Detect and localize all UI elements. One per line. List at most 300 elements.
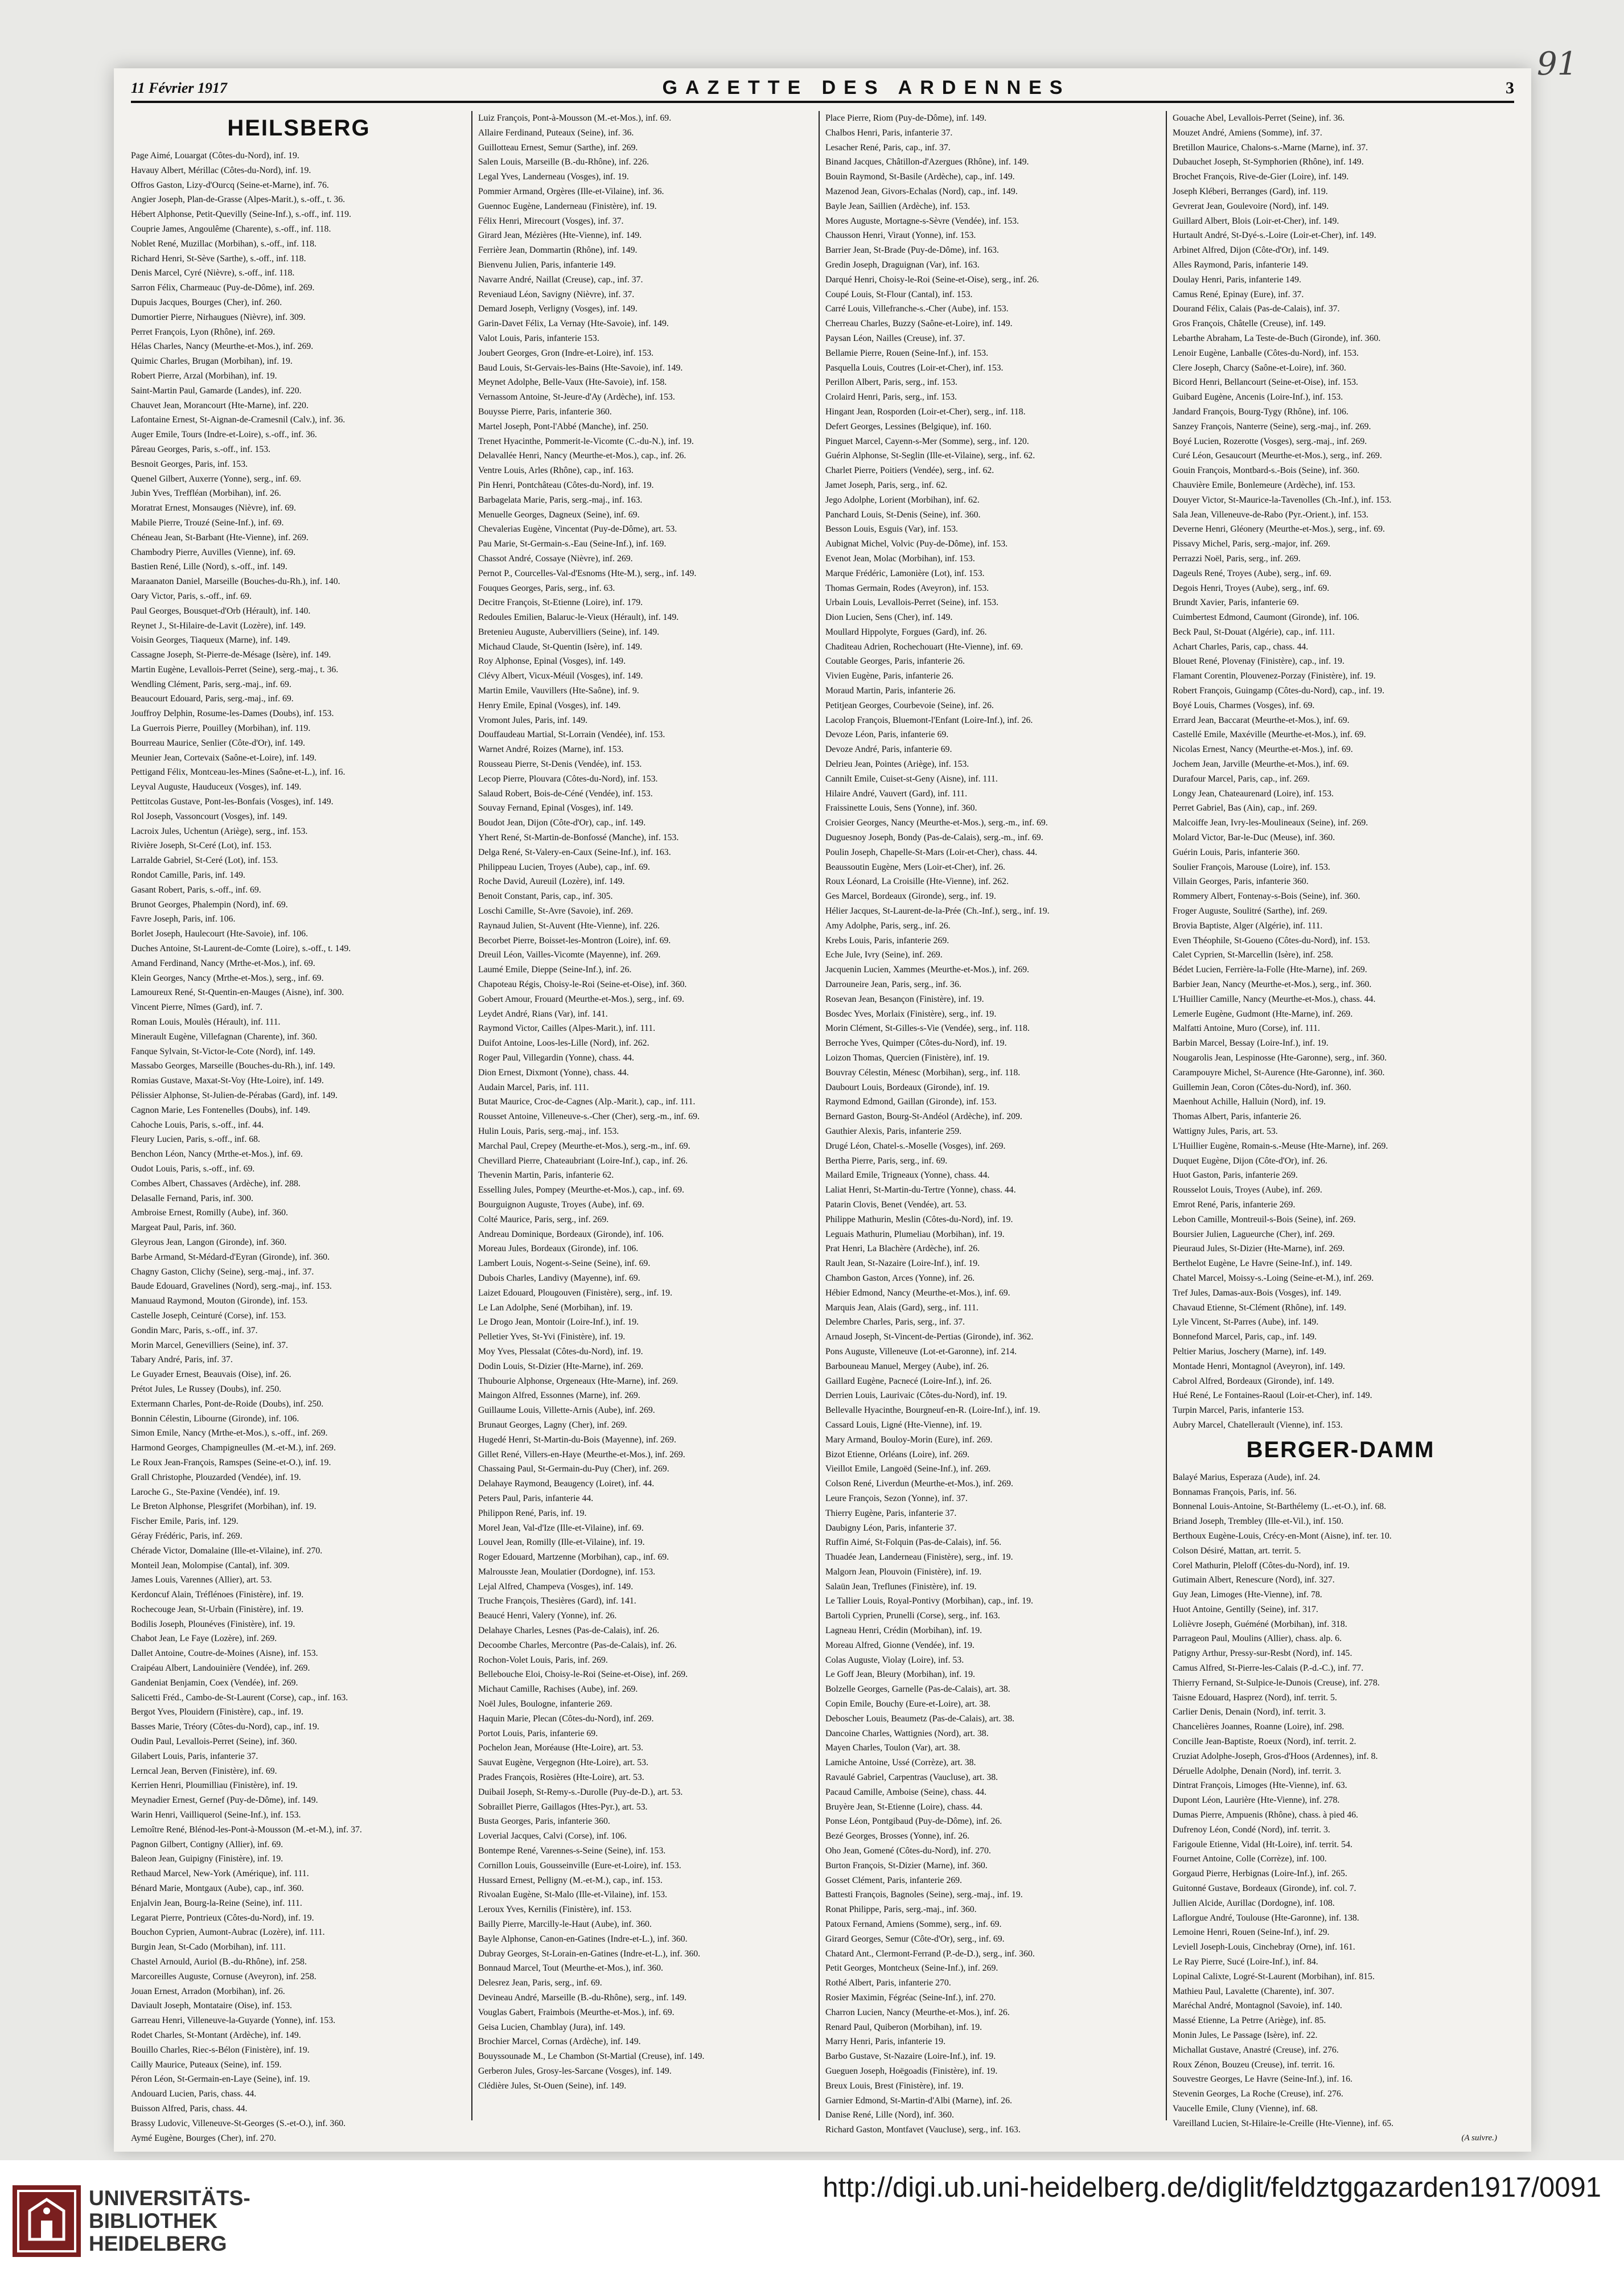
list-item: Bienvenu Julien, Paris, infanterie 149.: [478, 260, 616, 270]
list-item: Thierry Fernand, St-Sulpice-le-Dunois (Creuse), inf. 278.: [1173, 1678, 1380, 1688]
list-item: Ferrière Jean, Dommartin (Rhône), inf. 149.: [478, 245, 638, 256]
list-item: Douyer Victor, St-Maurice-la-Tavenolles (Ch.-Inf.), inf. 153.: [1173, 495, 1392, 505]
list-item: Pons Auguste, Villeneuve (Lot-et-Garonne), inf. 214.: [825, 1346, 1017, 1356]
list-item: Mabile Pierre, Trouzé (Seine-Inf.), inf. 69.: [131, 517, 284, 528]
list-item: Michaud Claude, St-Quentin (Isère), inf. 149.: [478, 642, 643, 652]
list-item: Marry Henri, Paris, infanterie 19.: [825, 2037, 945, 2047]
library-name: UNIVERSITÄTS- BIBLIOTHEK HEIDELBERG: [89, 2186, 250, 2255]
list-item: Borlet Joseph, Haulecourt (Hte-Savoie), inf. 106.: [131, 929, 309, 939]
list-item: Grall Christophe, Plouzarded (Vendée), inf. 19.: [131, 1472, 301, 1482]
list-item: Chevillard Pierre, Chateaubriant (Loire-Inf.), cap., inf. 26.: [478, 1156, 688, 1166]
list-item: Maenhout Achille, Halluin (Nord), inf. 19.: [1173, 1097, 1326, 1107]
list-item: Rochon-Volet Louis, Paris, inf. 269.: [478, 1655, 608, 1665]
list-item: Ventre Louis, Arles (Rhône), cap., inf. 163.: [478, 466, 634, 476]
list-item: Klein Georges, Nancy (Mrthe-et-Mos.), serg., inf. 69.: [131, 973, 324, 983]
list-item: Vouglas Gabert, Fraimbois (Meurthe-et-Mos.), inf. 69.: [478, 2007, 675, 2017]
list-item: Burgin Jean, St-Cado (Morbihan), inf. 111.: [131, 1942, 286, 1952]
list-item: Hébier Edmond, Nancy (Meurthe-et-Mos.), inf. 69.: [825, 1288, 1010, 1298]
list-item: Girard Jean, Mézières (Hte-Vienne), inf. 149.: [478, 231, 642, 241]
list-item: Barbe Armand, St-Médard-d'Eyran (Gironde), inf. 360.: [131, 1252, 330, 1262]
list-item: Dupont Léon, Laurière (Hte-Vienne), inf. 278.: [1173, 1795, 1340, 1806]
list-item: Rousselot Louis, Troyes (Aube), inf. 269.: [1173, 1185, 1322, 1195]
list-item: Briand Joseph, Trembley (Ille-et-Vil.), inf. 150.: [1173, 1516, 1344, 1527]
list-item: Clédière Jules, St-Ouen (Seine), inf. 149.: [478, 2081, 627, 2091]
list-item: Larralde Gabriel, St-Ceré (Lot), inf. 153.: [131, 856, 278, 866]
list-item: Leviell Joseph-Louis, Cinchebray (Orne), inf. 161.: [1173, 1942, 1355, 1952]
list-item: Derrien Louis, Laurivaic (Côtes-du-Nord), inf. 19.: [825, 1391, 1007, 1401]
list-item: Copin Emile, Bouchy (Eure-et-Loire), art. 38.: [825, 1699, 990, 1709]
list-item: Longy Jean, Chateaurenard (Loire), inf. 153.: [1173, 788, 1334, 799]
list-item: Coupé Louis, St-Flour (Cantal), inf. 153.: [825, 289, 973, 299]
list-item: Reynet J., St-Hilaire-de-Lavit (Lozère), inf. 149.: [131, 620, 306, 631]
list-item: Geisa Lucien, Chamblay (Jura), inf. 149.: [478, 2022, 626, 2032]
list-item: Le Roux Jean-François, Ramspes (Seine-et-O.), inf. 19.: [131, 1457, 331, 1467]
list-item: Gillet René, Villers-en-Haye (Meurthe-et-Mos.), inf. 269.: [478, 1449, 685, 1459]
list-item: Pernot P., Courcelles-Val-d'Esnoms (Hte-M.), serg., inf. 149.: [478, 568, 697, 578]
newspaper-header: [131, 75, 1514, 103]
list-item: Daubigny Léon, Paris, infanterie 37.: [825, 1523, 957, 1533]
list-item: Lemoine Henri, Rouen (Seine-Inf.), inf. 29.: [1173, 1927, 1330, 1938]
list-item: Moreau Alfred, Gionne (Vendée), inf. 19.: [825, 1640, 975, 1650]
list-item: Gilabert Louis, Paris, infanterie 37.: [131, 1751, 258, 1761]
list-item: Noël Jules, Boulogne, infanterie 269.: [478, 1699, 612, 1709]
list-item: Angier Joseph, Plan-de-Grasse (Alpes-Marit.), s.-off., t. 36.: [131, 195, 346, 205]
list-item: Manuaud Raymond, Mouton (Gironde), inf. 153.: [131, 1296, 308, 1306]
list-item: Butat Maurice, Croc-de-Cagnes (Alp.-Marit.), cap., inf. 111.: [478, 1097, 696, 1107]
list-item: Mayen Charles, Toulon (Var), art. 38.: [825, 1743, 960, 1753]
list-item: Colson Désiré, Mattan, art. territ. 5.: [1173, 1545, 1301, 1556]
list-item: Salen Louis, Marseille (B.-du-Rhône), inf. 226.: [478, 157, 649, 167]
list-item: Navarre André, Naillat (Creuse), cap., inf. 37.: [478, 274, 643, 285]
list-item: Colson René, Liverdun (Meurthe-et-Mos.), inf. 269.: [825, 1479, 1013, 1489]
list-item: Bergot Yves, Plouidern (Finistère), cap., inf. 19.: [131, 1707, 303, 1717]
column-4: [1173, 111, 1508, 2143]
list-item: Leydet André, Rians (Var), inf. 141.: [478, 1009, 608, 1019]
list-item: Morin Marcel, Genevilliers (Seine), inf. 37.: [131, 1340, 288, 1350]
list-item: Jubin Yves, Treffléan (Morbihan), inf. 26.: [131, 488, 281, 499]
list-item: Lerncal Jean, Berven (Finistère), inf. 69.: [131, 1766, 277, 1776]
list-item: Clévy Albert, Vicux-Méuil (Vosges), inf. 149.: [478, 671, 643, 681]
list-item: Demard Joseph, Verligny (Vosges), inf. 149.: [478, 304, 638, 314]
list-item: Huot Gaston, Paris, infanterie 269.: [1173, 1170, 1298, 1181]
list-item: Margeat Paul, Paris, inf. 360.: [131, 1223, 236, 1233]
list-item: Rousseau Pierre, St-Denis (Vendée), inf. 153.: [478, 759, 642, 770]
list-item: Thuadée Jean, Landerneau (Finistère), serg., inf. 19.: [825, 1552, 1013, 1563]
list-item: Perillon Albert, Paris, serg., inf. 153.: [825, 377, 957, 388]
list-item: Gueguen Joseph, Hoëgoadis (Finistère), inf. 19.: [825, 2066, 998, 2076]
list-item: Audain Marcel, Paris, inf. 111.: [478, 1082, 589, 1092]
list-item: Lacroix Jules, Uchentun (Ariège), serg., inf. 153.: [131, 826, 308, 836]
list-item: Devineau André, Marseille (B.-du-Rhône), serg., inf. 149.: [478, 1993, 687, 2003]
list-item: Ponse Léon, Pontgibaud (Puy-de-Dôme), inf. 26.: [825, 1816, 1002, 1827]
list-item: Cuimbertest Edmond, Caumont (Gironde), inf. 106.: [1173, 612, 1359, 623]
list-item: Brundt Xavier, Paris, infanterie 69.: [1173, 598, 1299, 608]
list-item: Rethaud Marcel, New-York (Amérique), inf. 111.: [131, 1869, 309, 1879]
list-item: Yhert René, St-Martin-de-Bonfossé (Manche), inf. 153.: [478, 833, 679, 843]
list-item: Barbin Marcel, Bessay (Loire-Inf.), inf. 19.: [1173, 1038, 1329, 1049]
list-item: Cassard Louis, Ligné (Hte-Vienne), inf. 19.: [825, 1420, 982, 1430]
list-item: Malfatti Antoine, Muro (Corse), inf. 111.: [1173, 1023, 1320, 1034]
list-item: Guibard Eugène, Ancenis (Loire-Inf.), inf. 153.: [1173, 392, 1343, 402]
list-item: Andouard Lucien, Paris, chass. 44.: [131, 2089, 257, 2099]
list-item: Aubry Marcel, Chatellerault (Vienne), inf. 153.: [1173, 1420, 1343, 1430]
entry-list: [131, 149, 467, 2145]
list-item: Amy Adolphe, Paris, serg., inf. 26.: [825, 920, 951, 931]
list-item: Menuelle Georges, Dagneux (Seine), inf. 69.: [478, 509, 640, 520]
list-item: Truche François, Thesières (Gard), inf. 141.: [478, 1596, 636, 1606]
column-divider: [471, 111, 472, 2120]
list-item: Chambodry Pierre, Auvilles (Vienne), inf. 69.: [131, 547, 296, 557]
section-heading-heilsberg: HEILSBERG: [227, 116, 371, 141]
list-item: Extermann Charles, Pont-de-Roide (Doubs), inf. 250.: [131, 1399, 324, 1409]
list-item: Bouyssounade M., Le Chambon (St-Martial (Creuse), inf. 149.: [478, 2051, 705, 2062]
list-item: Peltier Marius, Joschery (Marne), inf. 149.: [1173, 1346, 1326, 1356]
list-item: Lecop Pierre, Plouvara (Côtes-du-Nord), inf. 153.: [478, 774, 658, 784]
list-item: Enjalvin Jean, Bourg-la-Reine (Seine), inf. 111.: [131, 1898, 302, 1908]
library-logo[interactable]: [13, 2185, 250, 2257]
list-item: Hélas Charles, Nancy (Meurthe-et-Mos.), inf. 269.: [131, 342, 314, 352]
list-item: Legarat Pierre, Pontrieux (Côtes-du-Nord), inf. 19.: [131, 1913, 314, 1923]
list-item: Saint-Martin Paul, Gamarde (Landes), inf. 220.: [131, 385, 302, 396]
list-item: Gondin Marc, Paris, s.-off., inf. 37.: [131, 1325, 258, 1335]
list-item: Barbo Gustave, St-Nazaire (Loire-Inf.), inf. 19.: [825, 2051, 996, 2062]
list-item: Pélissier Alphonse, St-Julien-de-Pérabas (Gard), inf. 149.: [131, 1091, 338, 1100]
list-item: Sarron Félix, Charmeauc (Puy-de-Dôme), inf. 269.: [131, 283, 315, 293]
newspaper-title: GAZETTE DES ARDENNES: [662, 77, 1071, 98]
list-item: Martel Joseph, Pont-l'Abbé (Manche), inf. 250.: [478, 421, 648, 431]
list-item: Baude Edouard, Gravelines (Nord), serg.-maj., inf. 153.: [131, 1281, 332, 1292]
list-item: Flamant Corentin, Plouvenez-Porzay (Finistère), inf. 19.: [1173, 671, 1376, 681]
list-item: Dubauchet Joseph, St-Symphorien (Rhône), inf. 149.: [1173, 157, 1364, 167]
list-item: Urbain Louis, Levallois-Perret (Seine), inf. 153.: [825, 598, 999, 608]
list-item: Besson Louis, Esguis (Var), inf. 153.: [825, 524, 958, 535]
list-item: Roux Zénon, Bouzeu (Creuse), inf. territ. 16.: [1173, 2059, 1335, 2070]
list-item: Mary Armand, Bouloy-Morin (Eure), inf. 269.: [825, 1434, 993, 1445]
list-item: Lagneau Henri, Crédin (Morbihan), inf. 19.: [825, 1626, 982, 1636]
list-item: Cherreau Charles, Buzzy (Saône-et-Loire), inf. 149.: [825, 319, 1013, 329]
list-item: Oudin Paul, Levallois-Perret (Seine), inf. 360.: [131, 1737, 297, 1747]
list-item: Andreau Dominique, Bordeaux (Gironde), inf. 106.: [478, 1229, 664, 1239]
list-item: Huot Antoine, Gentilly (Seine), inf. 317.: [1173, 1604, 1318, 1614]
list-item: Dubois Charles, Landivy (Mayenne), inf. 69.: [478, 1273, 640, 1283]
list-item: Berthelot Eugène, Le Havre (Seine-Inf.), inf. 149.: [1173, 1259, 1352, 1269]
list-item: Paysan Léon, Nailles (Creuse), inf. 37.: [825, 333, 965, 343]
list-item: Chérade Victor, Domalaine (Ille-et-Vilaine), inf. 270.: [131, 1545, 323, 1556]
list-item: Guitonné Gustave, Bordeaux (Gironde), inf. col. 7.: [1173, 1884, 1356, 1894]
list-item: Marchal Paul, Crepey (Meurthe-et-Mos.), serg.-m., inf. 69.: [478, 1141, 690, 1151]
list-item: Berthoux Eugène-Louis, Crécy-en-Mont (Aisne), inf. ter. 10.: [1173, 1531, 1392, 1541]
list-item: Le Ray Pierre, Sucé (Loire-Inf.), inf. 84.: [1173, 1957, 1318, 1967]
list-item: Harmond Georges, Champigneulles (M.-et-M.), inf. 269.: [131, 1443, 336, 1453]
list-item: Gandeniat Benjamin, Coex (Vendée), inf. 269.: [131, 1678, 298, 1688]
list-item: Devoze Léon, Paris, infanterie 69.: [825, 730, 949, 740]
list-item: Aubignat Michel, Volvic (Puy-de-Dôme), inf. 153.: [825, 539, 1008, 549]
list-item: Pin Henri, Pontchâteau (Côtes-du-Nord), inf. 19.: [478, 480, 654, 490]
list-item: Déruelle Adolphe, Denain (Nord), inf. territ. 3.: [1173, 1766, 1342, 1776]
list-item: Delga René, St-Valery-en-Caux (Seine-Inf.), inf. 163.: [478, 847, 671, 857]
list-item: Rault Jean, St-Nazaire (Loire-Inf.), inf. 19.: [825, 1259, 980, 1269]
list-item: Dubray Georges, St-Lorain-en-Gatines (Indre-et-L.), inf. 360.: [478, 1948, 701, 1959]
list-item: Delahaye Charles, Lesnes (Pas-de-Calais), inf. 26.: [478, 1626, 660, 1636]
university-seal-icon: [13, 2185, 81, 2257]
list-item: Pissavy Michel, Paris, serg.-major, inf. 269.: [1173, 539, 1330, 549]
list-item: Bonnin Célestin, Libourne (Gironde), inf. 106.: [131, 1413, 299, 1424]
list-item: Cailly Maurice, Puteaux (Seine), inf. 159.: [131, 2059, 282, 2070]
list-item: Hué René, Le Fontaines-Raoul (Loir-et-Cher), inf. 149.: [1173, 1391, 1372, 1401]
list-item: Mathieu Paul, Lavalette (Charente), inf. 307.: [1173, 1986, 1334, 1996]
list-item: Gredin Joseph, Draguignan (Var), inf. 163.: [825, 260, 980, 270]
list-item: Dreuil Léon, Vailles-Vicomte (Mayenne), inf. 269.: [478, 950, 661, 960]
list-item: Blouet René, Plovenay (Finistère), cap., inf. 19.: [1173, 656, 1345, 667]
list-item: Busta Georges, Paris, infanterie 360.: [478, 1816, 610, 1827]
list-item: Cornillon Louis, Gousseinville (Eure-et-Loire), inf. 153.: [478, 1860, 681, 1870]
list-item: Lamiche Antoine, Ussé (Corrèze), art. 38.: [825, 1758, 976, 1768]
list-item: Roman Louis, Moulès (Hérault), inf. 111.: [131, 1017, 281, 1027]
column-2: [478, 111, 814, 2137]
list-item: Mazenod Jean, Givors-Echalas (Nord), cap., inf. 149.: [825, 186, 1018, 196]
list-item: Roche David, Aureuil (Lozère), inf. 149.: [478, 877, 625, 887]
list-item: Gorgaud Pierre, Herbignas (Loire-Inf.), inf. 265.: [1173, 1869, 1347, 1879]
list-item: Lejal Alfred, Champeva (Vosges), inf. 149.: [478, 1581, 634, 1592]
list-item: Buisson Alfred, Paris, chass. 44.: [131, 2103, 248, 2114]
list-item: Esselling Jules, Pompey (Meurthe-et-Mos.), cap., inf. 69.: [478, 1185, 684, 1195]
list-item: Vincent Pierre, Nîmes (Gard), inf. 7.: [131, 1002, 263, 1013]
list-item: Bretenieu Auguste, Aubervilliers (Seine), inf. 149.: [478, 627, 660, 637]
list-item: Duches Antoine, St-Laurent-de-Comte (Loire), s.-off., t. 149.: [131, 944, 351, 954]
source-url-link[interactable]: http://digi.ub.uni-heidelberg.de/diglit/feldztggazarden1917/0091: [823, 2172, 1601, 2203]
list-item: Reveniaud Léon, Savigny (Nièvre), inf. 37.: [478, 289, 635, 299]
list-item: Duifot Antoine, Loos-les-Lille (Nord), inf. 262.: [478, 1038, 649, 1049]
list-item: Oary Victor, Paris, s.-off., inf. 69.: [131, 591, 252, 601]
list-item: Pinguet Marcel, Cayenn-s-Mer (Somme), serg., inf. 120.: [825, 436, 1029, 446]
list-item: Maréchal André, Montagnol (Savoie), inf. 140.: [1173, 2001, 1342, 2011]
list-item: Degois Henri, Troyes (Aube), serg., inf. 69.: [1173, 583, 1330, 593]
list-item: Meunier Jean, Cortevaix (Saône-et-Loire), inf. 149.: [131, 753, 316, 763]
list-item: Soulier François, Marouse (Loire), inf. 153.: [1173, 862, 1330, 872]
list-item: Pieuraud Jules, St-Dizier (Hte-Marne), inf. 269.: [1173, 1244, 1345, 1254]
list-item: Krebs Louis, Paris, infanterie 269.: [825, 935, 949, 945]
list-item: Carlier Denis, Denain (Nord), inf. territ. 3.: [1173, 1707, 1326, 1717]
list-item: Patoux Fernand, Amiens (Somme), serg., inf. 69.: [825, 1919, 1002, 1930]
list-item: Bertha Pierre, Paris, serg., inf. 69.: [825, 1156, 948, 1166]
list-item: Chambon Gaston, Arces (Yonne), inf. 26.: [825, 1273, 975, 1283]
list-item: Brunot Georges, Phalempin (Nord), inf. 69.: [131, 899, 288, 910]
list-item: Couprie James, Angoulême (Charente), s.-off., inf. 118.: [131, 224, 331, 234]
entry-list: [825, 111, 1161, 2137]
list-item: Mouzet André, Amiens (Somme), inf. 37.: [1173, 128, 1322, 138]
list-item: Chassaing Paul, St-Germain-du-Puy (Cher), inf. 269.: [478, 1464, 669, 1474]
list-item: Nougarolis Jean, Lespinosse (Hte-Garonne), serg., inf. 360.: [1173, 1053, 1387, 1063]
list-item: Thubourie Alphonse, Orgeneaux (Hte-Marne), inf. 269.: [478, 1376, 679, 1386]
list-item: Pau Marie, St-Germain-s.-Eau (Seine-Inf.), inf. 169.: [478, 539, 667, 549]
list-item: Bouysse Pierre, Paris, infanterie 360.: [478, 406, 612, 417]
list-item: Boursier Julien, Lagueurche (Cher), inf. 269.: [1173, 1229, 1335, 1239]
list-item: Taisne Edouard, Hasprez (Nord), inf. territ. 5.: [1173, 1692, 1337, 1703]
list-item: Henry Emile, Epinal (Vosges), inf. 149.: [478, 700, 621, 710]
list-item: Vieillot Emile, Langoëd (Seine-Inf.), inf. 269.: [825, 1464, 991, 1474]
list-item: Chastel Arnould, Auriol (B.-du-Rhône), inf. 258.: [131, 1957, 307, 1967]
list-item: Thevenin Martin, Paris, infanterie 62.: [478, 1170, 614, 1181]
list-item: Molard Victor, Bar-le-Duc (Meuse), inf. 360.: [1173, 833, 1335, 843]
entry-list: [478, 111, 814, 2094]
list-item: Bénard Marie, Montgaux (Aube), cap., inf. 360.: [131, 1884, 304, 1894]
list-item: Duibail Joseph, St-Remy-s.-Durolle (Puy-de-D.), art. 53.: [478, 1787, 683, 1797]
list-item: Chaditeau Adrien, Rochechouart (Hte-Vienne), inf. 69.: [825, 642, 1023, 652]
list-item: Richard Henri, St-Sève (Sarthe), s.-off., inf. 118.: [131, 253, 306, 264]
list-item: Guérin Louis, Paris, infanterie 360.: [1173, 847, 1300, 857]
list-item: Becorbet Pierre, Boisset-les-Montron (Loire), inf. 69.: [478, 935, 671, 945]
list-item: Rivière Joseph, St-Ceré (Lot), inf. 153.: [131, 841, 272, 851]
list-item: Brochier Marcel, Cornas (Ardèche), inf. 149.: [478, 2037, 641, 2047]
list-item: Chauvière Emile, Bonlemeure (Ardèche), inf. 153.: [1173, 480, 1355, 490]
list-item: Le Tallier Louis, Royal-Pontivy (Morbihan), cap., inf. 19.: [825, 1596, 1033, 1606]
list-item: Croisier Georges, Nancy (Meurthe-et-Mos.), serg.-m., inf. 69.: [825, 818, 1048, 828]
list-item: Jouffroy Delphin, Rosume-les-Dames (Doubs), inf. 153.: [131, 709, 334, 719]
list-item: Chassot André, Cossaye (Nièvre), inf. 269.: [478, 553, 633, 564]
list-item: Vromont Jules, Paris, inf. 149.: [478, 715, 588, 725]
list-item: Dupuis Jacques, Bourges (Cher), inf. 260.: [131, 297, 282, 307]
list-item: Bonnefond Marcel, Paris, cap., inf. 149.: [1173, 1332, 1317, 1342]
list-item: Chatard Ant., Clermont-Ferrand (P.-de-D.), serg., inf. 360.: [825, 1948, 1035, 1959]
list-item: Moratrat Ernest, Monsauges (Nièvre), inf. 69.: [131, 503, 296, 513]
list-item: Loschi Camille, St-Avre (Savoie), inf. 269.: [478, 906, 634, 916]
list-item: Bailly Pierre, Marcilly-le-Haut (Aube), inf. 360.: [478, 1919, 652, 1930]
list-item: Lebarthe Abraham, La Teste-de-Buch (Gironde), inf. 360.: [1173, 333, 1381, 343]
continued-note: (A suivre.): [1461, 2133, 1497, 2143]
list-item: Favre Joseph, Paris, inf. 106.: [131, 914, 236, 924]
list-item: Sobraillet Pierre, Gaillagos (Htes-Pyr.), art. 53.: [478, 1802, 648, 1812]
list-item: Combes Albert, Chassaves (Ardèche), inf. 288.: [131, 1178, 301, 1189]
list-item: Doulay Henri, Paris, infanterie 149.: [1173, 274, 1301, 285]
list-item: Thomas Germain, Rodes (Aveyron), inf. 153.: [825, 583, 989, 593]
list-item: Morin Clément, St-Gilles-s-Vie (Vendée), serg., inf. 118.: [825, 1023, 1030, 1034]
list-item: Brassy Ludovic, Villeneuve-St-Georges (S.-et-O.), inf. 360.: [131, 2118, 346, 2128]
list-item: Malrousste Jean, Moulatier (Dordogne), inf. 153.: [478, 1567, 656, 1577]
list-item: Fouques Georges, Paris, serg., inf. 63.: [478, 583, 615, 593]
list-item: Gevrerat Jean, Goulevoire (Nord), inf. 149.: [1173, 201, 1329, 211]
list-item: Clere Joseph, Charcy (Saône-et-Loire), inf. 360.: [1173, 363, 1346, 373]
list-item: Raynaud Julien, St-Auvent (Hte-Vienne), inf. 226.: [478, 920, 660, 931]
list-item: Decitre François, St-Etienne (Loire), inf. 179.: [478, 598, 643, 608]
list-item: Lemerle Eugène, Gudmont (Hte-Marne), inf. 269.: [1173, 1009, 1353, 1019]
list-item: Coutable Georges, Paris, infanterie 26.: [825, 656, 965, 667]
list-item: Philippe Mathurin, Meslin (Côtes-du-Nord), inf. 19.: [825, 1214, 1013, 1224]
list-item: Bédet Lucien, Ferrière-la-Folle (Hte-Marne), inf. 269.: [1173, 965, 1367, 975]
list-item: Benchon Léon, Nancy (Mrthe-et-Mos.), inf. 69.: [131, 1149, 303, 1160]
list-item: Dion Ernest, Dixmont (Yonne), chass. 44.: [478, 1067, 629, 1078]
list-item: Rivoalan Eugène, St-Malo (Ille-et-Vilaine), inf. 153.: [478, 1890, 668, 1900]
list-item: Delavallée Henri, Nancy (Meurthe-et-Mos.), cap., inf. 26.: [478, 451, 686, 461]
list-item: Arnaud Joseph, St-Vincent-de-Pertias (Gironde), inf. 362.: [825, 1332, 1034, 1342]
list-item: Noblet René, Muzillac (Morbihan), s.-off., inf. 118.: [131, 239, 316, 249]
list-item: Decoombe Charles, Mercontre (Pas-de-Calais), inf. 26.: [478, 1640, 677, 1650]
list-item: Gros François, Châtelle (Creuse), inf. 149.: [1173, 319, 1326, 329]
list-item: Daubourt Louis, Bordeaux (Gironde), inf. 19.: [825, 1082, 990, 1092]
list-item: Roger Edouard, Martzenne (Morbihan), cap., inf. 69.: [478, 1552, 669, 1563]
list-item: Hugedé Henri, St-Martin-du-Bois (Mayenne), inf. 269.: [478, 1434, 676, 1445]
list-item: Bouvray Célestin, Ménesc (Morbihan), serg., inf. 118.: [825, 1067, 1021, 1078]
list-item: Gleyrous Jean, Langon (Gironde), inf. 360.: [131, 1237, 287, 1247]
list-item: Bicord Henri, Bellancourt (Seine-et-Oise), inf. 153.: [1173, 377, 1358, 388]
list-item: Bourreau Maurice, Senlier (Côte-d'Or), inf. 149.: [131, 738, 305, 748]
list-item: Joubert Georges, Gron (Indre-et-Loire), inf. 153.: [478, 348, 654, 358]
list-item: Even Théophile, St-Goueno (Côtes-du-Nord), inf. 153.: [1173, 935, 1370, 945]
list-item: Aymé Eugène, Bourges (Cher), inf. 270.: [131, 2133, 276, 2143]
list-item: Philippon René, Paris, inf. 19.: [478, 1508, 587, 1518]
list-item: Lambert Louis, Nogent-s-Seine (Seine), inf. 69.: [478, 1259, 651, 1269]
list-item: L'Huillier Camille, Nancy (Meurthe-et-Mos.), chass. 44.: [1173, 994, 1376, 1004]
list-item: Camus René, Epinay (Eure), inf. 37.: [1173, 289, 1304, 299]
list-item: Boudot Jean, Dijon (Côte-d'Or), cap., inf. 149.: [478, 818, 646, 828]
list-item: Daviault Joseph, Montataire (Oise), inf. 153.: [131, 2001, 292, 2011]
list-item: Salicetti Fréd., Cambo-de-St-Laurent (Corse), cap., inf. 163.: [131, 1692, 348, 1703]
list-item: Vareilland Lucien, St-Hilaire-le-Creille (Hte-Vienne), inf. 65.: [1173, 2118, 1394, 2128]
list-item: Pelletier Yves, St-Yvi (Finistère), inf. 19.: [478, 1332, 626, 1342]
list-item: Meynadier Ernest, Gernef (Puy-de-Dôme), inf. 149.: [131, 1795, 318, 1806]
list-item: Haquin Marie, Plecan (Côtes-du-Nord), inf. 269.: [478, 1713, 654, 1724]
list-item: Basses Marie, Tréory (Côtes-du-Nord), cap., inf. 19.: [131, 1722, 319, 1732]
list-item: Bezé Georges, Brosses (Yonne), inf. 26.: [825, 1831, 970, 1841]
list-item: Prades François, Rosières (Hte-Loire), art. 53.: [478, 1773, 644, 1783]
list-item: Hélier Jacques, St-Laurent-de-la-Prée (Ch.-Inf.), serg., inf. 19.: [825, 906, 1050, 916]
list-item: Fraissinette Louis, Sens (Yonne), inf. 360.: [825, 803, 977, 813]
list-item: Emrot René, Paris, infanterie 269.: [1173, 1199, 1296, 1210]
list-item: Meynet Adolphe, Belle-Vaux (Hte-Savoie), inf. 158.: [478, 377, 667, 388]
list-item: Patarin Clovis, Benet (Vendée), art. 53.: [825, 1199, 967, 1210]
list-item: Castellé Emile, Maxéville (Meurthe-et-Mos.), inf. 69.: [1173, 730, 1366, 740]
list-item: Bonnamas François, Paris, inf. 56.: [1173, 1487, 1297, 1497]
list-item: Rosevan Jean, Besançon (Finistère), inf. 19.: [825, 994, 984, 1004]
list-item: Beaucourt Edouard, Paris, serg.-maj., inf. 69.: [131, 694, 294, 704]
list-item: Mores Auguste, Mortagne-s-Sèvre (Vendée), inf. 153.: [825, 216, 1019, 226]
list-item: Bonnaud Marcel, Tout (Meurthe-et-Mos.), inf. 360.: [478, 1963, 664, 1974]
list-item: Petit Georges, Montcheux (Seine-Inf.), inf. 269.: [825, 1963, 998, 1974]
list-item: Marque Frédéric, Lamonière (Lot), inf. 153.: [825, 568, 985, 578]
list-item: Chabot Jean, Le Faye (Lozère), inf. 269.: [131, 1634, 277, 1644]
list-item: Guy Jean, Limoges (Hte-Vienne), inf. 78.: [1173, 1590, 1322, 1600]
list-item: Alles Raymond, Paris, infanterie 149.: [1173, 260, 1309, 270]
list-item: Gaillard Eugène, Pacnecé (Loire-Inf.), inf. 26.: [825, 1376, 992, 1386]
list-item: Gauthier Alexis, Paris, infanterie 259.: [825, 1126, 962, 1136]
list-item: Garin-Davet Félix, La Vernay (Hte-Savoie), inf. 149.: [478, 319, 669, 329]
list-item: Bellamie Pierre, Rouen (Seine-Inf.), inf. 153.: [825, 348, 989, 358]
list-item: Amand Ferdinand, Nancy (Mrthe-et-Mos.), inf. 69.: [131, 958, 315, 968]
list-item: Raymond Edmond, Gaillan (Gironde), inf. 153.: [825, 1097, 997, 1107]
list-item: Havauy Albert, Mérillac (Côtes-du-Nord), inf. 19.: [131, 165, 311, 175]
list-item: Dodin Louis, St-Dizier (Hte-Marne), inf. 269.: [478, 1361, 643, 1371]
list-item: Wendling Clément, Paris, serg.-maj., inf. 69.: [131, 679, 291, 689]
list-item: Leure François, Sezon (Yonne), inf. 37.: [825, 1493, 968, 1503]
list-item: Souvestre Georges, Le Havre (Seine-Inf.), inf. 16.: [1173, 2074, 1352, 2085]
list-item: Poulin Joseph, Chapelle-St-Mars (Loir-et-Cher), chass. 44.: [825, 847, 1038, 857]
list-item: Moraud Martin, Paris, infanterie 26.: [825, 686, 956, 696]
list-item: Bellebouche Eloi, Choisy-le-Roi (Seine-et-Oise), inf. 269.: [478, 1670, 688, 1680]
list-item: Lebon Camille, Montreuil-s-Bois (Seine), inf. 269.: [1173, 1214, 1356, 1224]
list-item: Loizon Thomas, Quercien (Finistère), inf. 19.: [825, 1053, 989, 1063]
list-item: Tabary André, Paris, inf. 37.: [131, 1355, 233, 1365]
list-item: Bourguignon Auguste, Troyes (Aube), inf. 69.: [478, 1199, 644, 1210]
list-item: Pettigand Félix, Montceau-les-Mines (Saône-et-L.), inf. 16.: [131, 767, 346, 778]
page-footer: [0, 2160, 1624, 2290]
list-item: Dintrat François, Limoges (Hte-Vienne), inf. 63.: [1173, 1781, 1347, 1791]
list-item: Carampouyre Michel, St-Aurence (Hte-Garonne), inf. 360.: [1173, 1067, 1385, 1078]
list-item: Marcoreilles Auguste, Cornuse (Aveyron), inf. 258.: [131, 1971, 316, 1981]
list-item: Monin Jules, Le Passage (Isère), inf. 22.: [1173, 2030, 1318, 2040]
list-item: Géray Frédéric, Paris, inf. 269.: [131, 1531, 242, 1541]
list-item: Bruyère Jean, St-Etienne (Loire), chass. 44.: [825, 1802, 982, 1812]
list-item: Maingon Alfred, Essonnes (Marne), inf. 269.: [478, 1391, 640, 1401]
list-item: Michaut Camille, Rachises (Aube), inf. 269.: [478, 1684, 638, 1695]
